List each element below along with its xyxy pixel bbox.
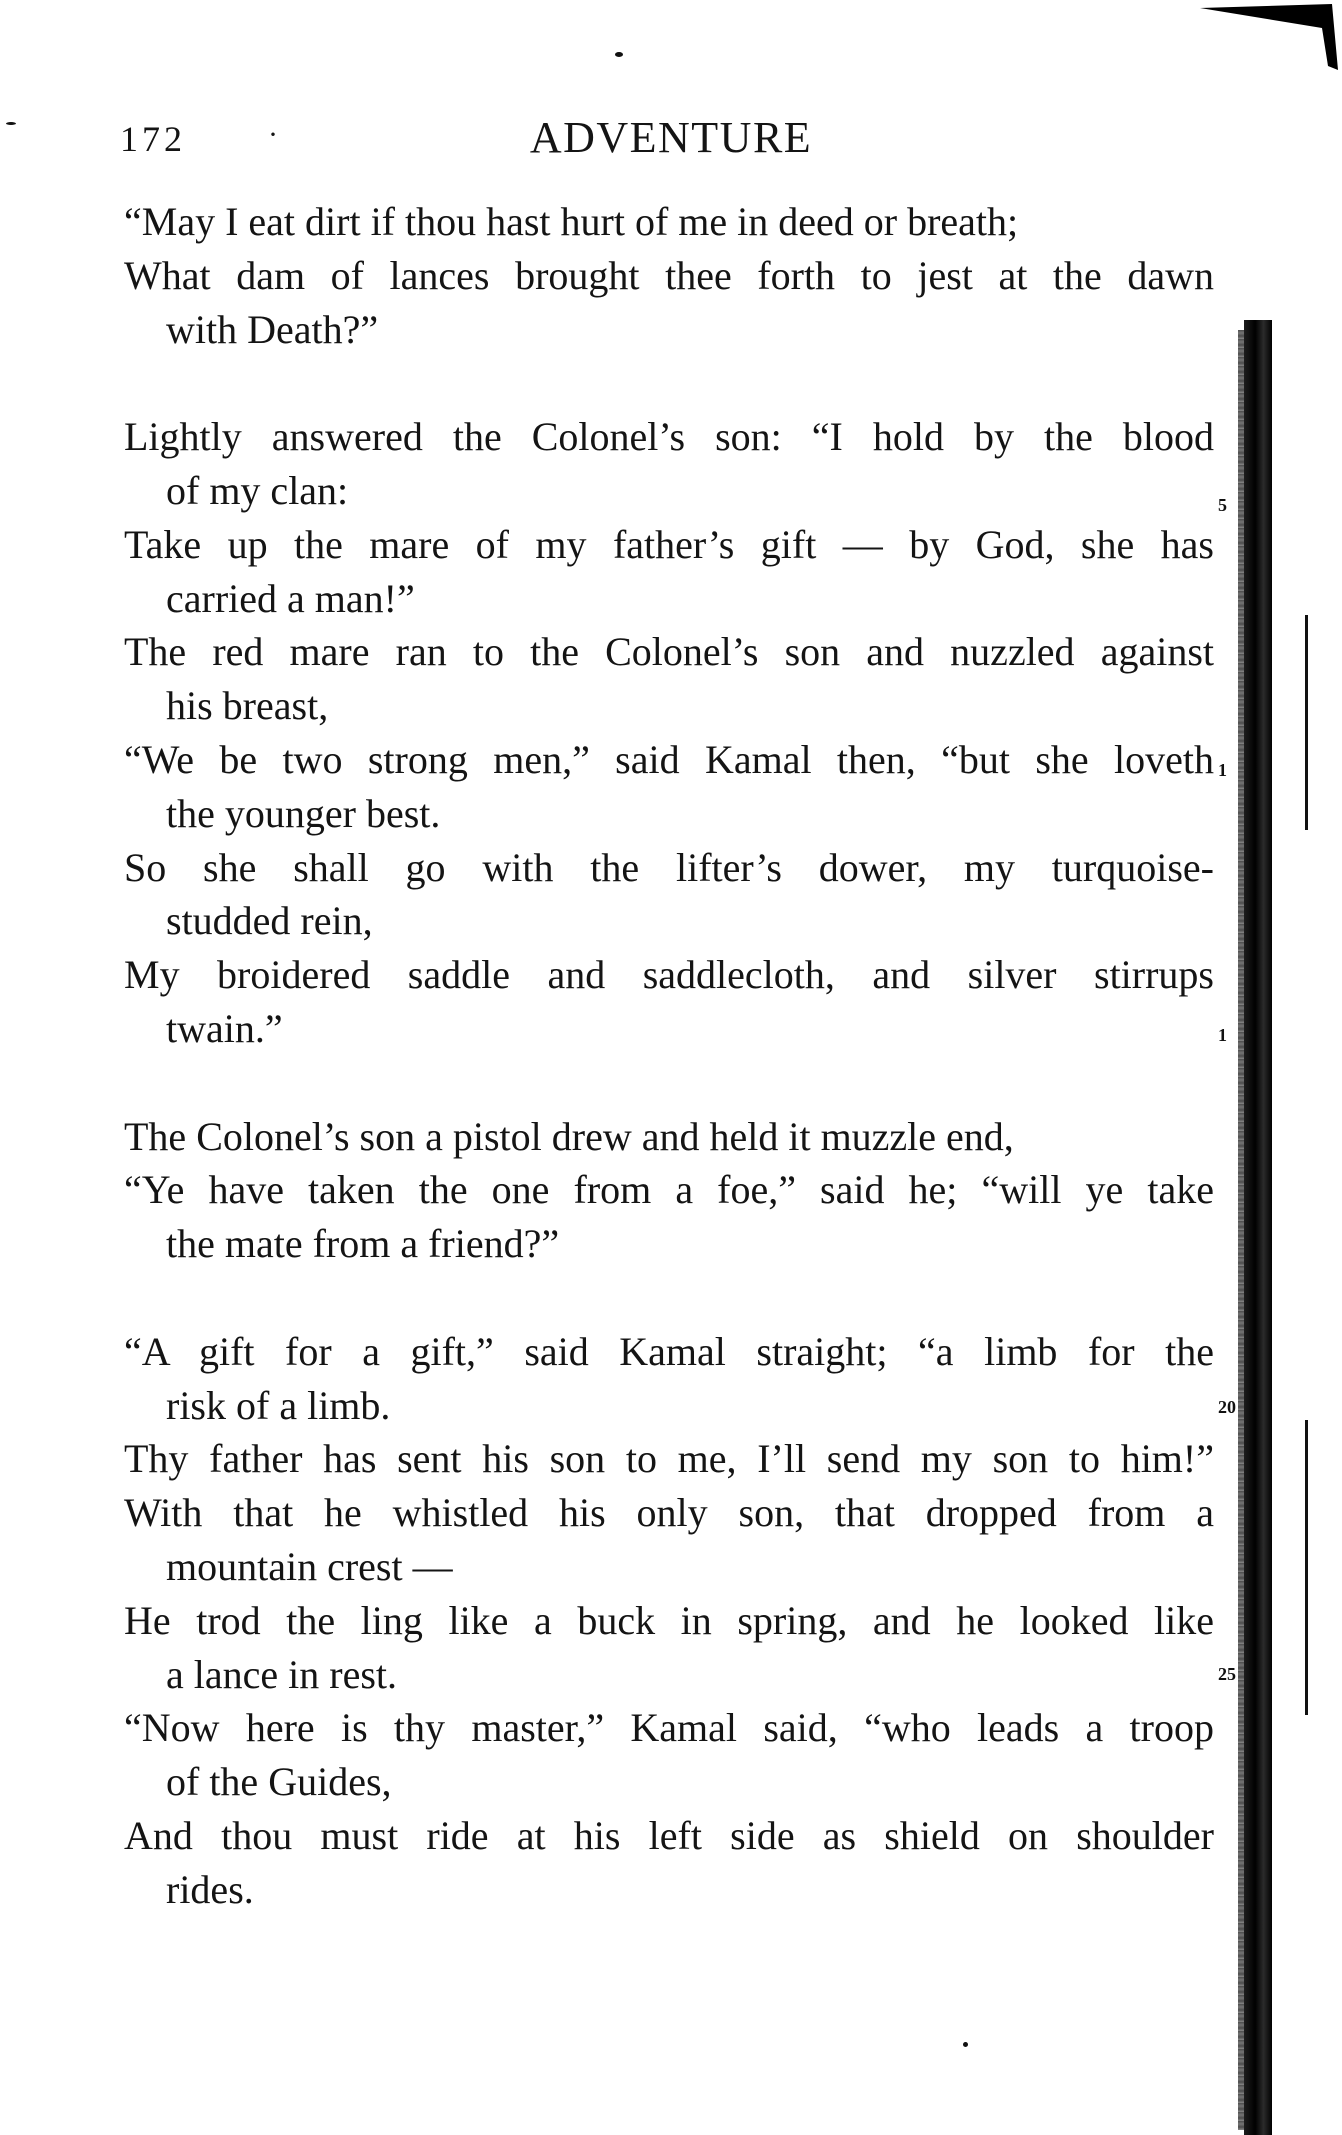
verse-line-continuation: of the Guides,: [166, 1759, 392, 1805]
verse-line-continuation: the younger best.: [166, 790, 441, 836]
book-gutter-shadow: [1244, 320, 1272, 2135]
verse-line: The red mare ran to the Colonel’s son and nuzzled against: [124, 629, 1214, 675]
verse-line: With that he whistled his only son, that dropped from a: [124, 1490, 1214, 1536]
verse-line-continuation: rides.: [166, 1866, 254, 1912]
facing-page-line-number: 1: [1218, 1025, 1227, 1045]
header-dot: ·: [268, 118, 278, 151]
stanza: [124, 1110, 1214, 1271]
verse-line: “May I eat dirt if thou hast hurt of me in deed or breath;: [124, 199, 1019, 244]
scan-speck: [615, 52, 623, 57]
verse-line: He trod the ling like a buck in spring, and he looked like: [124, 1597, 1214, 1643]
facing-page-line-number: 20: [1218, 1397, 1236, 1417]
verse-line-continuation: a lance in rest.: [166, 1651, 397, 1697]
verse-line: Take up the mare of my father’s gift — by God, she has: [124, 521, 1214, 567]
verse-line: Thy father has sent his son to me, I’ll send my son to him!”: [124, 1436, 1214, 1482]
verse-line: Lightly answered the Colonel’s son: “I hold by the blood: [124, 414, 1214, 460]
verse-line-continuation: with Death?”: [166, 306, 379, 352]
verse-line: “We be two strong men,” said Kamal then, “but she loveth: [124, 736, 1214, 782]
facing-page-line-number: 1: [1218, 760, 1227, 780]
verse-line-continuation: mountain crest —: [166, 1543, 453, 1589]
facing-page-line-number: 25: [1218, 1664, 1236, 1684]
stanza: [124, 195, 1214, 356]
facing-page-rule: [1305, 1420, 1308, 1715]
verse-line: So she shall go with the lifter’s dower, my turquoise-: [124, 844, 1214, 890]
verse-line: What dam of lances brought thee forth to jest at the dawn: [124, 252, 1214, 298]
verse-line-continuation: studded rein,: [166, 898, 373, 944]
verse-line: The Colonel’s son a pistol drew and held it muzzle end,: [124, 1113, 1014, 1159]
running-title: ADVENTURE: [529, 113, 813, 162]
verse-line: My broidered saddle and saddlecloth, and silver stirrups: [124, 952, 1214, 998]
page-number: 172: [120, 119, 186, 159]
verse-line: And thou must ride at his left side as shield on shoulder: [124, 1812, 1214, 1858]
verse-line: “A gift for a gift,” said Kamal straight; “a limb for the: [124, 1328, 1214, 1374]
scan-speck: [963, 2042, 968, 2047]
stanza: [124, 1325, 1214, 1917]
verse-line-continuation: the mate from a friend?”: [166, 1221, 560, 1267]
stanza: [124, 410, 1214, 1056]
verse-line-continuation: risk of a limb.: [166, 1382, 391, 1428]
verse-line-continuation: his breast,: [166, 683, 329, 729]
page-fold-corner: [1182, 0, 1342, 80]
facing-page-line-number: 5: [1218, 495, 1227, 515]
verse-line: “Ye have taken the one from a foe,” said he; “will ye take: [124, 1167, 1214, 1213]
verse-line-continuation: twain.”: [166, 1005, 283, 1051]
facing-page-rule: [1305, 615, 1308, 830]
verse-line-continuation: carried a man!”: [166, 575, 415, 621]
verse-body: [124, 195, 1214, 1917]
verse-line: “Now here is thy master,” Kamal said, “who leads a troop: [124, 1705, 1214, 1751]
verse-line-continuation: of my clan:: [166, 467, 349, 513]
